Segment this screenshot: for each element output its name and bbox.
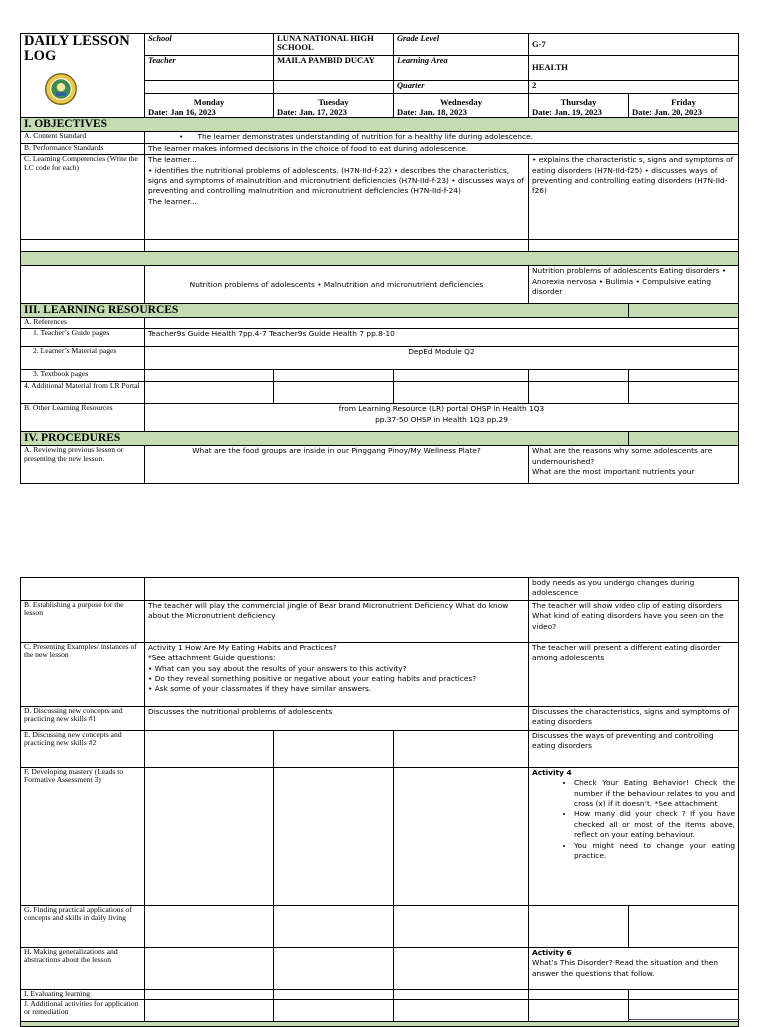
- day-tuesday: Tuesday Date: Jan. 17, 2023: [274, 94, 394, 118]
- content-standard-label: A. Content Standard: [21, 132, 145, 144]
- procedure-e-thf: Discusses the ways of preventing and controlling eating disorders: [529, 731, 739, 768]
- performance-standards-label: B. Performance Standards: [21, 144, 145, 155]
- quarter-label: Quarter: [394, 81, 529, 94]
- day-wednesday: Wednesday Date: Jan. 18, 2023: [394, 94, 529, 118]
- section-objectives: I. OBJECTIVES: [21, 118, 739, 132]
- learning-competencies-thf: • explains the characteristic s, signs and symptoms of eating disorders (H7N-IId-f25) • discusses ways of preventing and controlling eating disorders (H7N-IId-f26): [529, 155, 739, 240]
- grade-level-value: G-7: [529, 34, 739, 56]
- lesson-log-table-page2: [20, 577, 739, 1027]
- section-procedures: IV. PROCEDURES: [21, 432, 629, 446]
- content-mtw: Nutrition problems of adolescents • Malnutrition and micronutrient deficiencies: [145, 266, 529, 304]
- lesson-log-table-page1: [20, 33, 739, 484]
- performance-standards-text: The learner makes informed decisions in the choice of food to eat during adolescence.: [145, 144, 739, 155]
- divider-line: [628, 1019, 740, 1020]
- procedure-a-thf-continued: body needs as you undergo changes during adolescence: [529, 578, 739, 601]
- document-title: DAILY LESSON LOG: [24, 33, 130, 65]
- other-resources-label: B. Other Learning Resources: [21, 404, 145, 432]
- procedure-b-mtw: The teacher will play the commercial jingle of Bear brand Micronutrient Deficiency What do know about the Micronutrient deficiency: [145, 601, 529, 643]
- learners-material-label: 2. Learner’s Material pages: [21, 347, 145, 370]
- learning-area-label: Learning Area: [394, 56, 529, 81]
- other-resources-value: from Learning Resource (LR) portal OHSP in Health 1Q3 pp.37-50 OHSP in Health 1Q3 pp.29: [145, 404, 739, 432]
- day-thursday: Thursday Date: Jan. 19, 2023: [529, 94, 629, 118]
- school-value: LUNA NATIONAL HIGH SCHOOL: [274, 34, 394, 56]
- day-friday: Friday Date: Jan. 20, 2023: [629, 94, 739, 118]
- procedure-j-label: J. Additional activities for application or remediation: [21, 1000, 145, 1022]
- school-seal-icon: [44, 72, 78, 106]
- learning-area-value: HEALTH: [529, 56, 739, 81]
- bottom-section-bar: [21, 1022, 739, 1027]
- procedure-b-label: B. Establishing a purpose for the lesson: [21, 601, 145, 643]
- section-content-bar: [21, 252, 739, 266]
- procedure-c-label: C. Presenting Examples/ instances of the new lesson: [21, 643, 145, 707]
- procedure-d-thf: Discusses the characteristics, signs and symptoms of eating disorders: [529, 707, 739, 731]
- day-monday: Monday Date: Jan 16, 2023: [145, 94, 274, 118]
- learners-material-value: DepEd Module Q2: [145, 347, 739, 370]
- procedure-a-label: A. Reviewing previous lesson or presenting the new lesson.: [21, 446, 145, 484]
- procedure-c-thf: The teacher will present a different eating disorder among adolescents: [529, 643, 739, 707]
- content-standard-text: • The learner demonstrates understanding of nutrition for a healthy life during adolescence.: [145, 132, 739, 144]
- procedure-h-thf: Activity 6 What’s This Disorder? Read the situation and then answer the questions that follow.: [529, 948, 739, 990]
- teacher-label: Teacher: [145, 56, 274, 81]
- procedure-a-thf: What are the reasons why some adolescents are undernourished? What are the most important nutrients your: [529, 446, 739, 484]
- title-cell: [21, 34, 145, 118]
- procedure-b-thf: The teacher will show video clip of eating disorders What kind of eating disorders have you seen on the video?: [529, 601, 739, 643]
- learning-competencies-label: C. Learning Competencies (Write the LC code for each): [21, 155, 145, 240]
- procedure-f-label: F. Developing mastery (Leads to Formative Assessment 3): [21, 768, 145, 906]
- content-thf: Nutrition problems of adolescents Eating disorders • Anorexia nervosa • Bulimia • Compulsive eating disorder: [529, 266, 739, 304]
- procedure-c-mtw: Activity 1 How Are My Eating Habits and Practices? *See attachment Guide questions: • What can you say about the results of your answers to this activity? • Do they reveal something positive or negative about your eating habits and practices? • Ask some of your classmates if they have similar answers.: [145, 643, 529, 707]
- teacher-value: MAILA PAMBID DUCAY: [274, 56, 394, 81]
- grade-level-label: Grade Level: [394, 34, 529, 56]
- teachers-guide-value: Teacher9s Guide Health 7pp.4-7 Teacher9s Guide Health 7 pp.8-10: [145, 329, 739, 347]
- references-label: A. References: [21, 318, 145, 329]
- procedure-d-label: D. Discussing new concepts and practicing new skills #1: [21, 707, 145, 731]
- procedure-i-label: I. Evaluating learning: [21, 990, 145, 1000]
- learning-competencies-mtw: The learner... • identifies the nutritional problems of adolescents. (H7N-IId-f-22) • describes the characteristics, signs and symptoms of malnutrition and micronutrient deficiencies (H7N-IId-f-23) • discusses ways of preventing and controlling malnutrition and micronutrient deficiencies (H7N-IId-f-24) The learner...: [145, 155, 529, 240]
- section-learning-resources: III. LEARNING RESOURCES: [21, 304, 629, 318]
- procedure-e-label: E. Discussing new concepts and practicing new skills #2: [21, 731, 145, 768]
- procedure-f-thf: Activity 4 • Check Your Eating Behavior! Check the number if the behaviour relates to you and cross (x) if it doesn’t. *See attachment • How many did your check ? If you have checked all or most of the items above, reflect on your eating behaviour. • You might need to change your eating practice.: [529, 768, 739, 906]
- school-label: School: [145, 34, 274, 56]
- procedure-d-mtw: Discusses the nutritional problems of adolescents: [145, 707, 529, 731]
- procedure-h-label: H. Making generalizations and abstractions about the lesson: [21, 948, 145, 990]
- lr-portal-label: 4. Additional Material from LR Portal: [21, 382, 145, 404]
- teachers-guide-label: 1. Teacher’s Guide pages: [21, 329, 145, 347]
- textbook-pages-label: 3. Textbook pages: [21, 370, 145, 382]
- procedure-g-label: G. Finding practical applications of concepts and skills in daily living: [21, 906, 145, 948]
- quarter-value: 2: [529, 81, 739, 94]
- procedure-a-mtw: What are the food groups are inside in our Pinggang Pinoy/My Wellness Plate?: [145, 446, 529, 484]
